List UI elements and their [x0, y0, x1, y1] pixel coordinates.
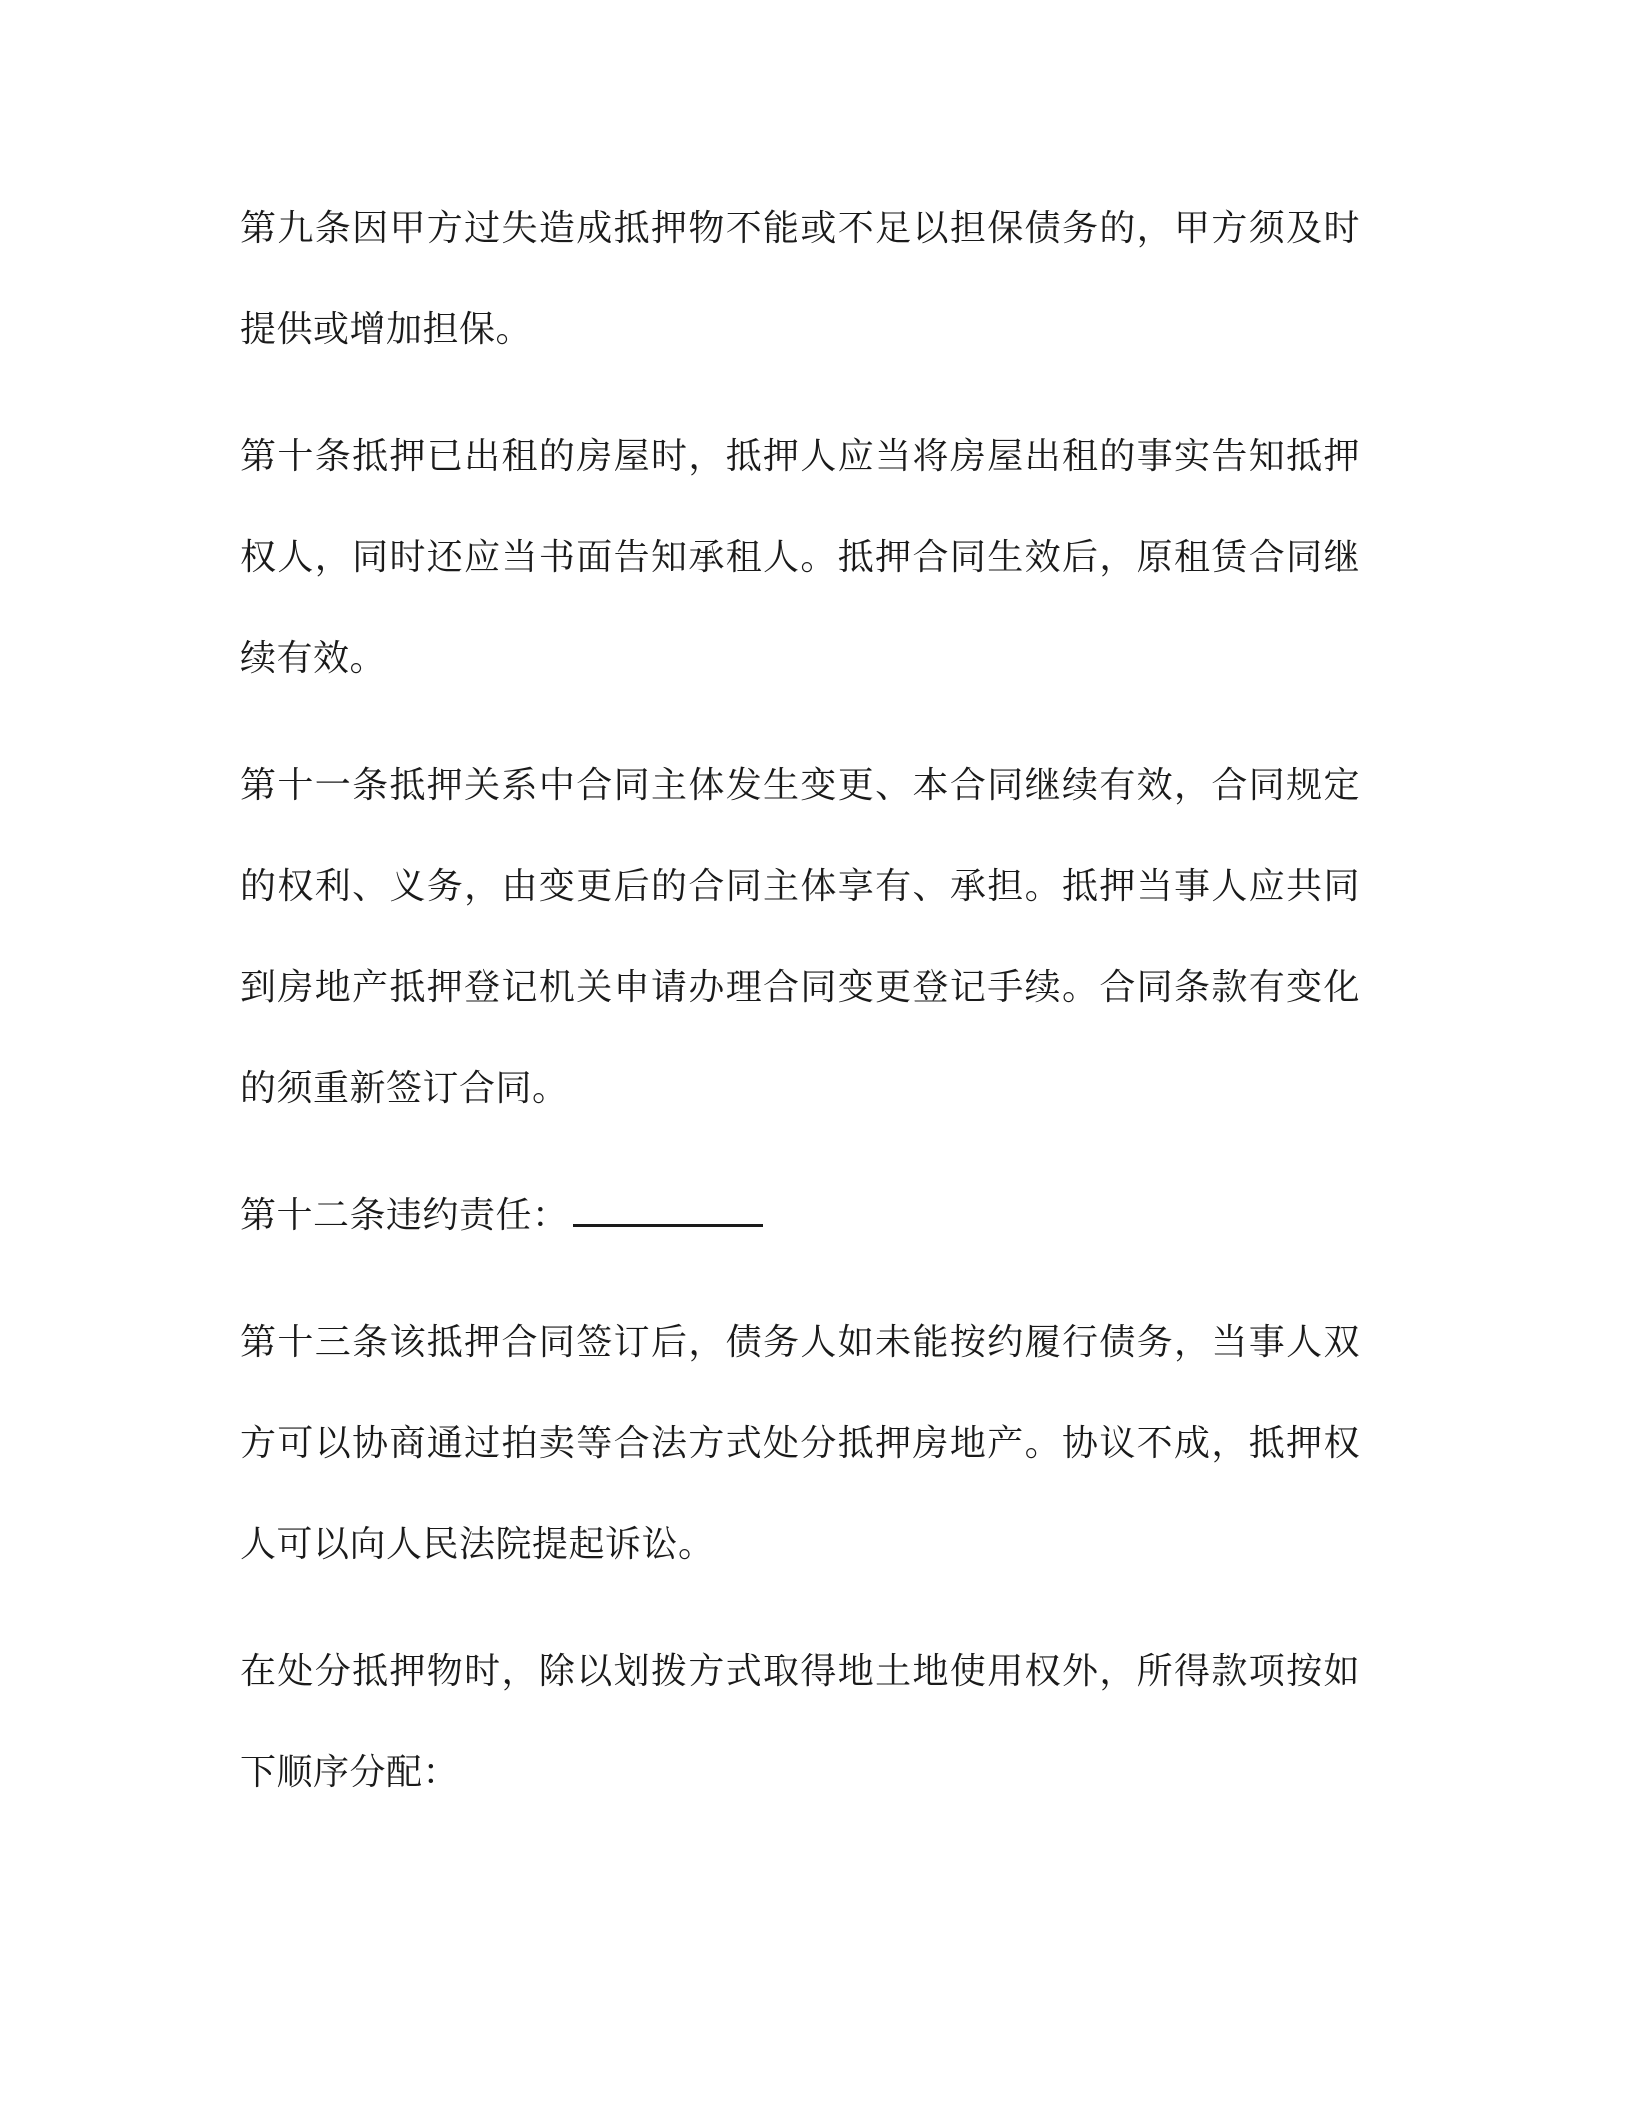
disposal-distribution-paragraph: 在处分抵押物时，除以划拨方式取得地土地使用权外，所得款项按如下顺序分配：: [240, 1651, 1360, 1793]
clause-9: 第九条因甲方过失造成抵押物不能或不足以担保债务的，甲方须及时提供或增加担保。: [240, 208, 1360, 350]
clause-11: 第十一条抵押关系中合同主体发生变更、本合同继续有效，合同规定的权利、义务，由变更后的合同主体享有、承担。抵押当事人应共同到房地产抵押登记机关申请办理合同变更登记手续。合同条款有变化的须重新签订合同。: [240, 765, 1360, 1109]
document-body: [240, 178, 1360, 1849]
clause-10: 第十条抵押已出租的房屋时，抵押人应当将房屋出租的事实告知抵押权人，同时还应当书面告知承租人。抵押合同生效后，原租赁合同继续有效。: [240, 436, 1360, 679]
clause-12: [240, 1165, 1360, 1266]
clause-13: 第十三条该抵押合同签订后，债务人如未能按约履行债务，当事人双方可以协商通过拍卖等合法方式处分抵押房地产。协议不成，抵押权人可以向人民法院提起诉讼。: [240, 1322, 1360, 1565]
fill-in-blank: [573, 1196, 763, 1227]
clause-12-text: 第十二条违约责任：: [240, 1195, 569, 1236]
